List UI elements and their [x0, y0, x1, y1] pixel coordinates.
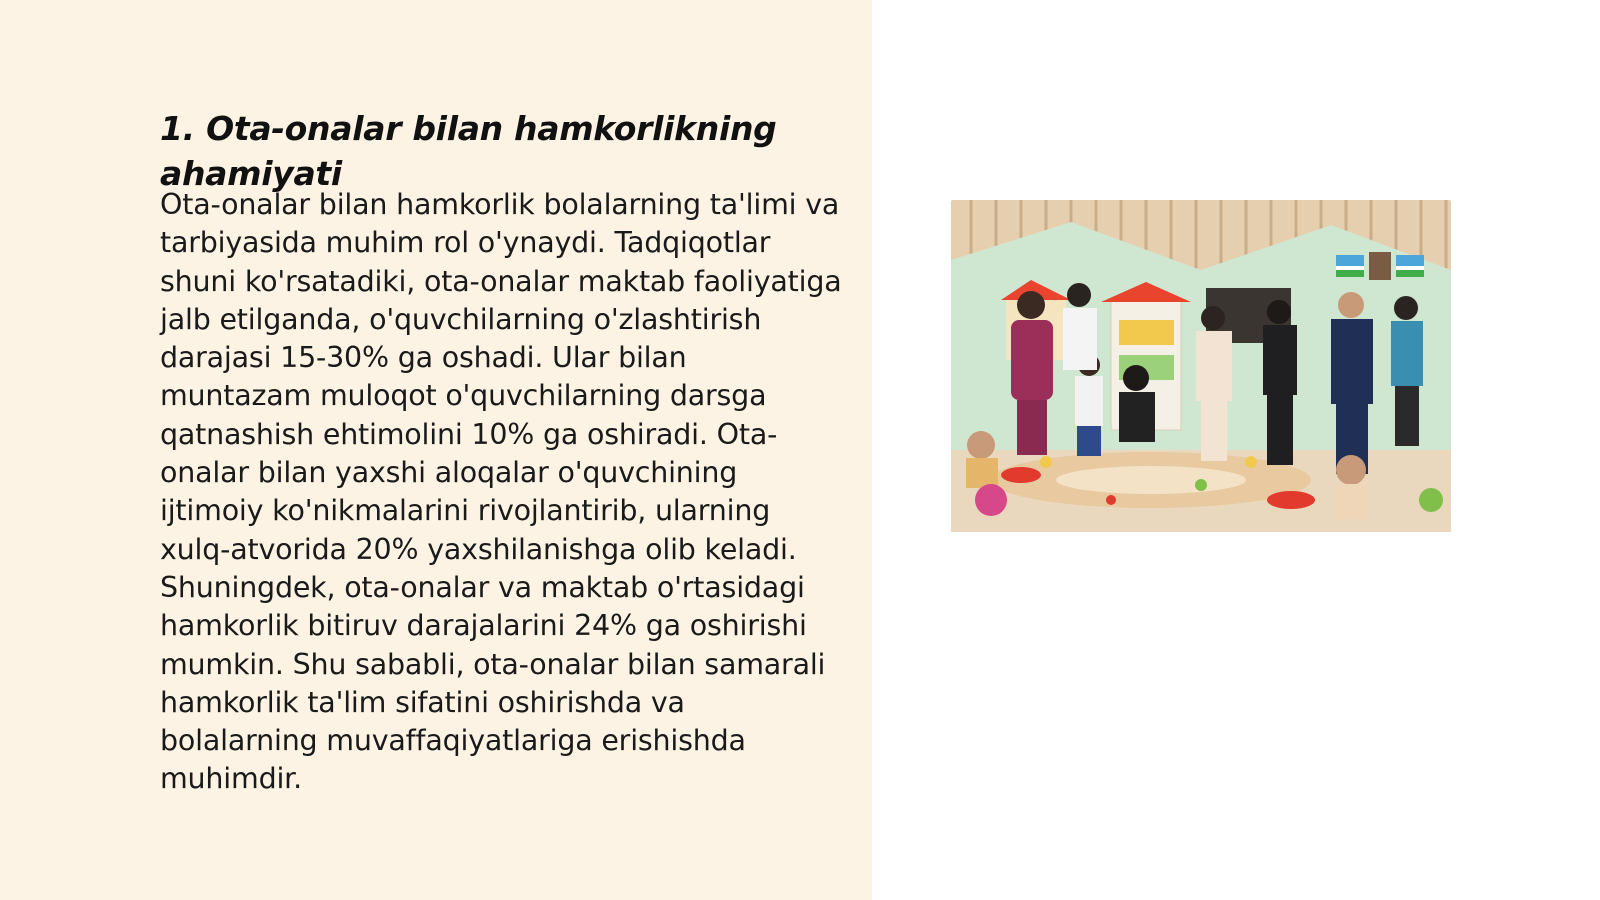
slide-heading: 1. Ota-onalar bilan hamkorlikning ahamiyati	[160, 109, 777, 193]
classroom-photo	[951, 200, 1451, 532]
classroom-photo-illustration	[951, 200, 1451, 532]
slide-body-text: Ota-onalar bilan hamkorlik bolalarning ta'limi va tarbiyasida muhim rol o'ynaydi. Tadqiqotlar shuni ko'rsatadiki, ota-onalar maktab faoliyatiga jalb etilganda, o'quvchilarning o'zlashtirish darajasi 15-30% ga oshadi. Ular bilan muntazam muloqot o'quvchilarning darsga qatnashish ehtimolini 10% ga oshiradi. Ota-onalar bilan yaxshi aloqalar o'quvchining ijtimoiy ko'nikmalarini rivojlantirib, ularning xulq-atvorida 20% yaxshilanishga olib keladi. Shuningdek, ota-onalar va maktab o'rtasidagi hamkorlik bitiruv darajalarini 24% ga oshirishi mumkin. Shu sababli, ota-onalar bilan samarali hamkorlik ta'lim sifatini oshirishda va bolalarning muvaffaqiyatlariga erishishda muhimdir.	[160, 188, 842, 796]
